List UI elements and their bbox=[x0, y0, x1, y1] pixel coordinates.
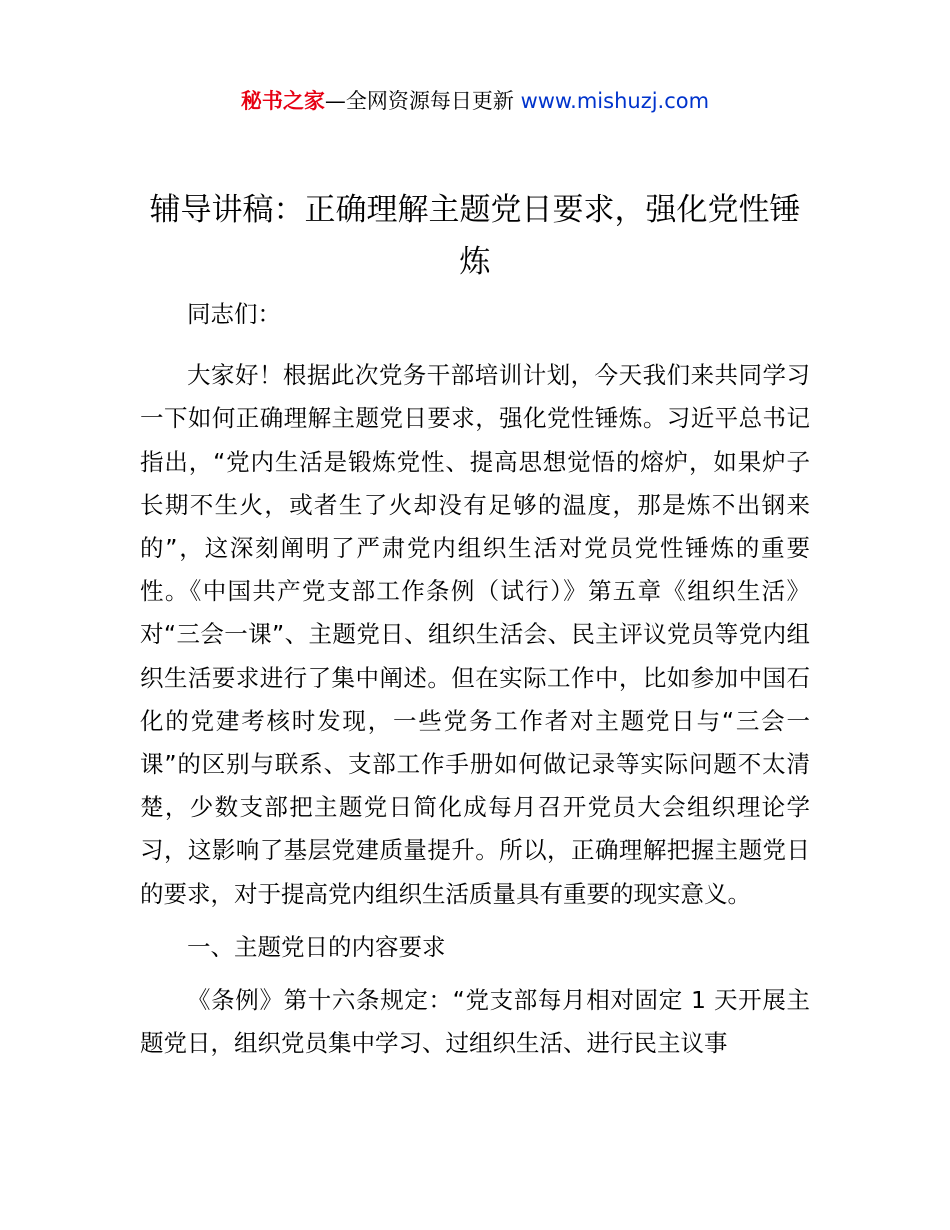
paragraph: 大家好！根据此次党务干部培训计划，今天我们来共同学习一下如何正确理解主题党日要求，强化党性锤炼。习近平总书记指出，“党内生活是锻炼党性、提高思想觉悟的熔炉，如果炉子长期不生火，或者生了火却没有足够的温度，那是炼不出钢来的”，这深刻阐明了严肃党内组织生活对党员党性锤炼的重要性。《中国共产党支部工作条例（试行）》第五章《组织生活》对“三会一课”、主题党日、组织生活会、民主评议党员等党内组织生活要求进行了集中阐述。但在实际工作中，比如参加中国石化的党建考核时发现，一些党务工作者对主题党日与“三会一课”的区别与联系、支部工作手册如何做记录等实际问题不太清楚，少数支部把主题党日简化成每月召开党员大会组织理论学习，这影响了基层党建质量提升。所以，正确理解把握主题党日的要求，对于提高党内组织生活质量具有重要的现实意义。 bbox=[140, 361, 810, 908]
brand-name: 秘书之家 bbox=[240, 89, 325, 113]
section-heading: 一、主题党日的内容要求 bbox=[187, 932, 446, 961]
greeting: 同志们： bbox=[187, 300, 281, 328]
document-title: 辅导讲稿：正确理解主题党日要求，强化党性锤炼 bbox=[149, 192, 801, 280]
site-url: www.mishuzj.com bbox=[520, 89, 710, 113]
document-body bbox=[140, 293, 810, 1075]
paragraph: 《条例》第十六条规定：“党支部每月相对固定 1 天开展主题党日，组织党员集中学习、过组织生活、进行民主议事 bbox=[140, 986, 810, 1058]
header-tagline: —全网资源每日更新 bbox=[324, 89, 521, 113]
page-header bbox=[0, 86, 950, 116]
